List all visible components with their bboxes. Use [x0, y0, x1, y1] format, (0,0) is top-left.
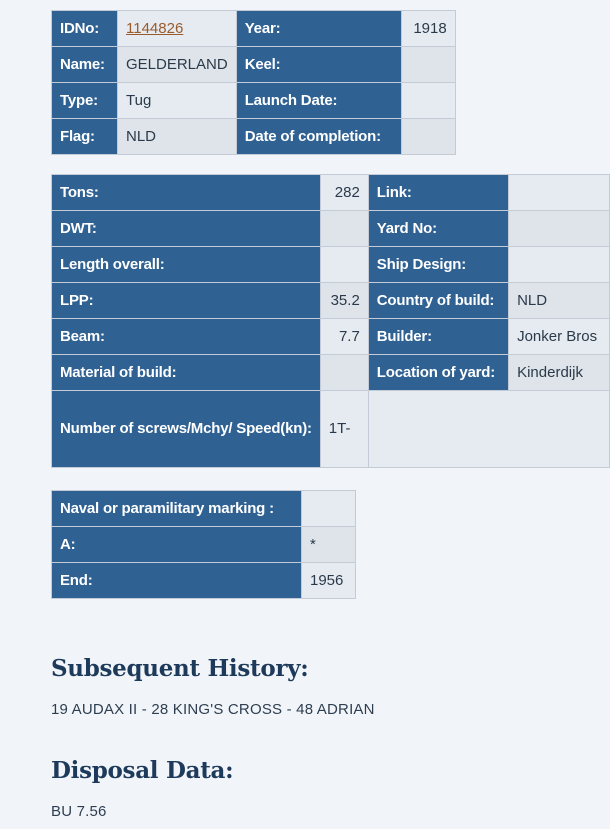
builder-label: Builder:	[368, 319, 508, 355]
lpp-value: 35.2	[320, 283, 368, 319]
year-label: Year:	[236, 11, 401, 47]
ship-design-value	[509, 247, 610, 283]
a-label: A:	[52, 527, 302, 563]
link-value	[509, 175, 610, 211]
keel-value	[401, 47, 455, 83]
naval-marking-value	[302, 491, 356, 527]
subsequent-history-text: 19 AUDAX II - 28 KING'S CROSS - 48 ADRIAN	[51, 701, 375, 718]
length-overall-label: Length overall:	[52, 247, 321, 283]
keel-label: Keel:	[236, 47, 401, 83]
table-row	[52, 11, 456, 47]
year-value: 1918	[401, 11, 455, 47]
length-overall-value	[320, 247, 368, 283]
tons-label: Tons:	[52, 175, 321, 211]
builder-value: Jonker Bros	[509, 319, 610, 355]
table-row	[52, 83, 456, 119]
table-row	[52, 247, 610, 283]
subsequent-history-heading: Subsequent History:	[51, 655, 309, 682]
table-row	[52, 527, 356, 563]
table-row	[52, 355, 610, 391]
yard-no-value	[509, 211, 610, 247]
ship-design-label: Ship Design:	[368, 247, 508, 283]
link-label: Link:	[368, 175, 508, 211]
disposal-data-heading: Disposal Data:	[51, 757, 234, 784]
dimensions-table	[51, 174, 610, 468]
id-label: IDNo:	[52, 11, 118, 47]
yard-no-label: Yard No:	[368, 211, 508, 247]
completion-date-value	[401, 119, 455, 155]
marking-table	[51, 490, 356, 599]
table-row	[52, 319, 610, 355]
type-value: Tug	[118, 83, 237, 119]
table-row	[52, 563, 356, 599]
beam-label: Beam:	[52, 319, 321, 355]
location-of-yard-value: Kinderdijk	[509, 355, 610, 391]
table-row	[52, 391, 610, 468]
lpp-label: LPP:	[52, 283, 321, 319]
completion-date-label: Date of completion:	[236, 119, 401, 155]
end-value: 1956	[302, 563, 356, 599]
country-of-build-label: Country of build:	[368, 283, 508, 319]
table-row	[52, 491, 356, 527]
end-label: End:	[52, 563, 302, 599]
name-value: GELDERLAND	[118, 47, 237, 83]
flag-label: Flag:	[52, 119, 118, 155]
country-of-build-value: NLD	[509, 283, 610, 319]
material-label: Material of build:	[52, 355, 321, 391]
naval-marking-label: Naval or paramilitary marking :	[52, 491, 302, 527]
flag-value: NLD	[118, 119, 237, 155]
screws-mchy-speed-value: 1T-	[320, 391, 368, 468]
id-cell	[118, 11, 237, 47]
name-label: Name:	[52, 47, 118, 83]
beam-value: 7.7	[320, 319, 368, 355]
disposal-data-text: BU 7.56	[51, 803, 107, 820]
a-value: *	[302, 527, 356, 563]
launch-date-label: Launch Date:	[236, 83, 401, 119]
table-row	[52, 211, 610, 247]
dwt-label: DWT:	[52, 211, 321, 247]
table-row	[52, 175, 610, 211]
location-of-yard-label: Location of yard:	[368, 355, 508, 391]
material-value	[320, 355, 368, 391]
tons-value: 282	[320, 175, 368, 211]
dwt-value	[320, 211, 368, 247]
table-row	[52, 119, 456, 155]
table-row	[52, 47, 456, 83]
empty-cell	[368, 391, 609, 468]
basic-info-table	[51, 10, 456, 155]
type-label: Type:	[52, 83, 118, 119]
screws-mchy-speed-label: Number of screws/Mchy/ Speed(kn):	[52, 391, 321, 468]
table-row	[52, 283, 610, 319]
launch-date-value	[401, 83, 455, 119]
id-link[interactable]: 1144826	[126, 20, 184, 37]
